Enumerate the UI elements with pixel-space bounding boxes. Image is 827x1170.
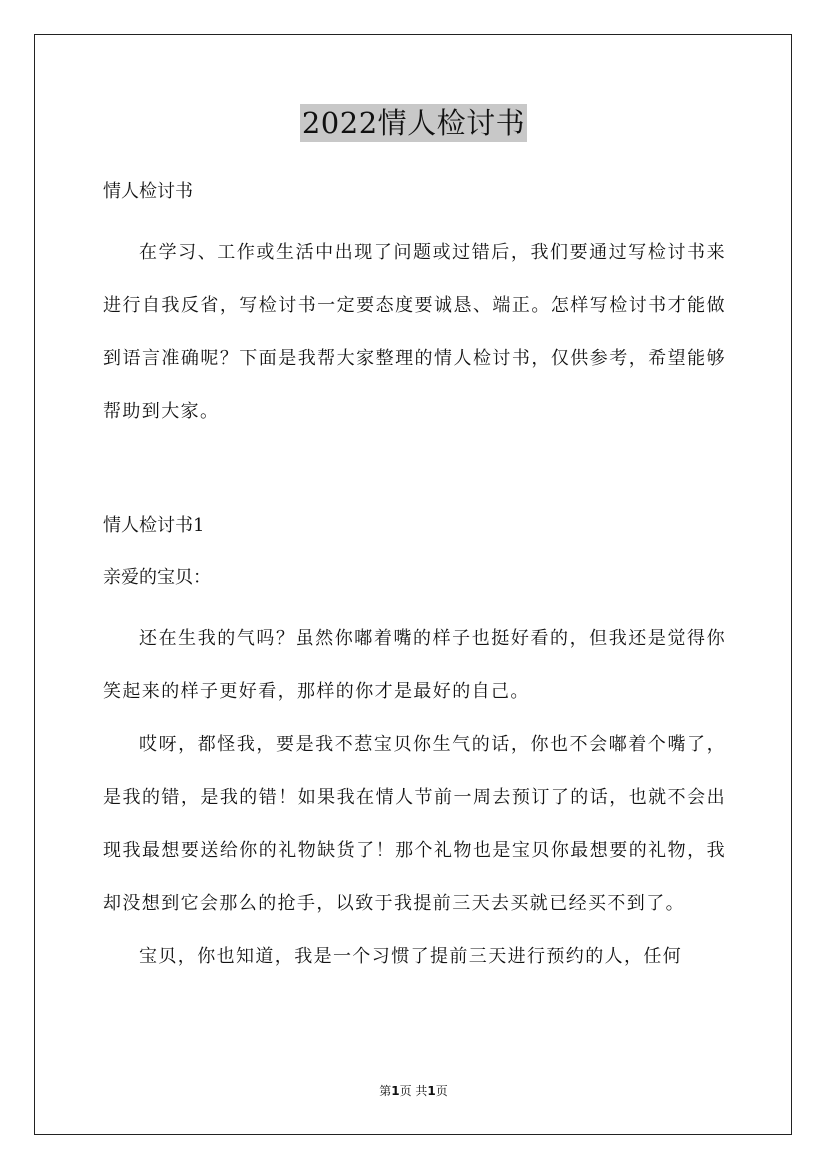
body-paragraph-3: 宝贝，你也知道，我是一个习惯了提前三天进行预约的人，任何 xyxy=(139,946,683,967)
page-footer xyxy=(0,1082,827,1099)
body-paragraph-1: 还在生我的气吗？虽然你嘟着嘴的样子也挺好看的，但我还是觉得你笑起来的样子更好看，那样的你才是最好的自己。 xyxy=(103,628,726,702)
document-subtitle: 情人检讨书 xyxy=(103,181,193,202)
document-title: 2022情人检讨书 xyxy=(301,106,526,140)
document-body xyxy=(103,174,726,983)
footer-suffix: 页 xyxy=(435,1084,448,1098)
salutation: 亲爱的宝贝： xyxy=(103,567,211,588)
title-container xyxy=(0,104,827,142)
footer-middle: 页 共 xyxy=(399,1084,428,1098)
footer-page-number: 1 xyxy=(391,1084,400,1098)
footer-page-total: 1 xyxy=(427,1084,436,1098)
footer-prefix: 第 xyxy=(379,1084,392,1098)
section-heading: 情人检讨书1 xyxy=(103,515,205,536)
body-paragraph-2: 哎呀，都怪我，要是我不惹宝贝你生气的话，你也不会嘟着个嘴了，是我的错，是我的错！如果我在情人节前一周去预订了的话，也就不会出现我最想要送给你的礼物缺货了！那个礼物也是宝贝你最想要的礼物，我却没想到它会那么的抢手，以致于我提前三天去买就已经买不到了。 xyxy=(103,734,726,914)
intro-paragraph: 在学习、工作或生活中出现了问题或过错后，我们要通过写检讨书来进行自我反省，写检讨书一定要态度要诚恳、端正。怎样写检讨书才能做到语言准确呢？下面是我帮大家整理的情人检讨书，仅供参考，希望能够帮助到大家。 xyxy=(103,242,726,422)
